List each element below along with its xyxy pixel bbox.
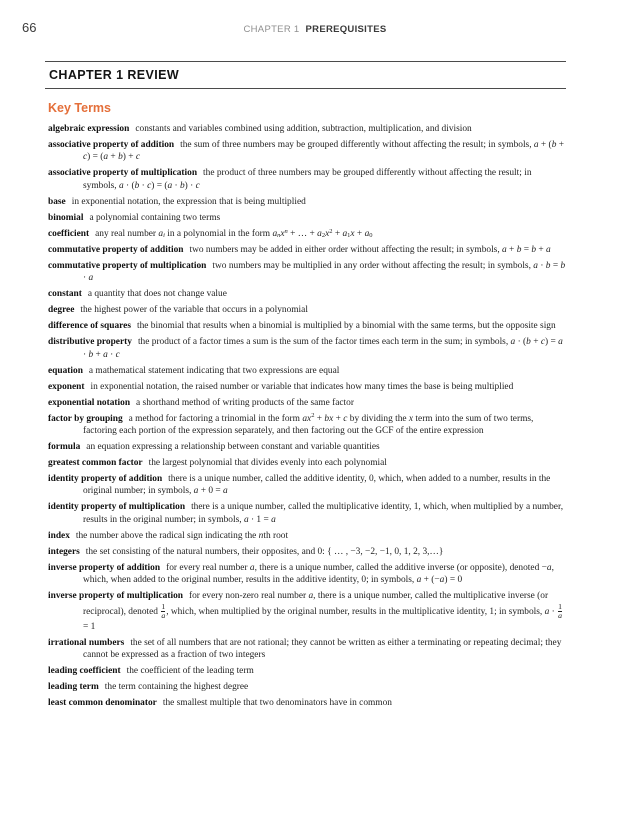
glossary-entry — [48, 473, 566, 498]
fraction: $\frac{1}{a}$ — [558, 601, 563, 621]
running-head-title: PREREQUISITES — [305, 24, 387, 35]
term-text: irrational numbers — [48, 637, 125, 648]
term-definition: constants and variables combined using addition, subtraction, multiplication, and division — [135, 124, 472, 134]
glossary-entry — [48, 546, 566, 558]
glossary-entry — [48, 304, 566, 316]
glossary-entry — [48, 139, 566, 164]
term-definition: two numbers may be multiplied in any order without affecting the result; in symbols, a · b = b · a — [83, 260, 566, 284]
term-text: leading term — [48, 682, 99, 693]
term-text: difference of squares — [48, 321, 131, 332]
term-text: inverse property of multiplication — [48, 591, 183, 602]
term-definition: a quantity that does not change value — [87, 289, 227, 300]
term-definition: the binomial that results when a binomial is multiplied by a binomial with the same terms, but the opposite sign — [136, 321, 556, 332]
glossary-entry — [48, 530, 566, 542]
glossary-entry — [48, 244, 566, 256]
term-definition: in exponential notation, the expression that is being multiplied — [71, 196, 306, 207]
glossary-entry — [48, 320, 566, 332]
glossary-entry — [48, 501, 566, 526]
term-definition: for every real number a, there is a unique number, called the additive inverse (or opposite), denoted −a, which, when added to the original number, results in the additive identity, 0; in symbols, a + (−a) = 0 — [83, 562, 554, 586]
glossary-entry — [48, 441, 566, 453]
term-definition: any real number $a_i$ in a polynomial in the form $a_nx^n$ + … + $a_2x^2 + a_1x + a_0$ — [95, 227, 373, 240]
term-text: identity property of addition — [48, 474, 163, 485]
term-text: equation — [48, 365, 83, 376]
glossary-entry — [48, 457, 566, 469]
term-text: leading coefficient — [48, 666, 121, 677]
term-text: least common denominator — [48, 698, 157, 709]
term-definition: a method for factoring a trinomial in the form $ax^2$ + bx + c by dividing the x term into the sum of two terms, factoring each portion of the expression separately, and then factoring out the GCF of the entire expression — [83, 412, 534, 437]
glossary-entry — [48, 637, 566, 662]
glossary-list — [48, 123, 566, 710]
chapter-review-title: CHAPTER 1 REVIEW — [49, 68, 180, 82]
glossary-entry — [48, 288, 566, 300]
term-definition: the largest polynomial that divides evenly into each polynomial — [148, 458, 387, 469]
term-text: binomial — [48, 212, 84, 223]
term-definition: for every non-zero real number a, there is a unique number, called the multiplicative inverse (or reciprocal), denoted $\frac{1}{a}$ , which, when multiplied by the original number, results in the multiplicative identity, 1; in symbols, a · $\frac{1}{a}$ = 1 — [83, 591, 563, 632]
term-definition: a polynomial containing two terms — [89, 212, 221, 223]
glossary-entry — [48, 260, 566, 285]
page-content — [48, 101, 566, 713]
term-text: index — [48, 530, 70, 541]
term-definition: there is a unique number, called the additive identity, 0, which, when added to a number, results in the original number; in symbols, a + 0 = a — [83, 474, 551, 497]
glossary-entry — [48, 681, 566, 693]
glossary-entry — [48, 212, 566, 224]
glossary-entry — [48, 365, 566, 377]
term-definition: the smallest multiple that two denominators have in common — [162, 698, 392, 709]
term-definition: the product of three numbers may be grouped differently without affecting the result; in symbols, a · (b · c) = (a · b) · c — [83, 168, 532, 191]
glossary-entry — [48, 397, 566, 409]
term-definition: the set consisting of the natural numbers, their opposites, and 0: { … , −3, −2, −1, 0, 1, 2, 3,…} — [85, 546, 444, 557]
term-definition: the product of a factor times a sum is the sum of the factor times each term in the sum; in symbols, a · (b + c) = a · b + a · c — [83, 337, 563, 360]
glossary-entry — [48, 665, 566, 677]
glossary-entry — [48, 167, 566, 192]
chapter-review-bar — [45, 61, 566, 89]
glossary-entry — [48, 196, 566, 208]
glossary-entry — [48, 590, 566, 633]
term-definition: a shorthand method of writing products of the same factor — [136, 397, 354, 408]
term-definition: an equation expressing a relationship between constant and variable quantities — [86, 442, 380, 453]
glossary-entry — [48, 228, 566, 240]
page-number: 66 — [22, 20, 37, 35]
glossary-entry — [48, 123, 566, 135]
term-definition: the sum of three numbers may be grouped differently without affecting the result; in symbols, a + (b + c) = (a + b) + c — [83, 140, 565, 163]
term-text: associative property of multiplication — [48, 168, 198, 179]
glossary-entry — [48, 336, 566, 361]
glossary-entry — [48, 413, 566, 438]
term-text: factor by grouping — [48, 413, 123, 424]
running-head — [0, 24, 630, 35]
term-text: commutative property of addition — [48, 244, 184, 255]
term-definition: two numbers may be added in either order without affecting the result; in symbols, a + b = b + a — [189, 244, 551, 255]
term-text: degree — [48, 305, 75, 316]
term-definition: the number above the radical sign indicating the nth root — [75, 530, 289, 541]
term-definition: in exponential notation, the raised number or variable that indicates how many times the base is being multiplied — [90, 381, 514, 392]
term-definition: the term containing the highest degree — [104, 682, 249, 693]
term-text: commutative property of multiplication — [48, 260, 207, 271]
term-text: associative property of addition — [48, 140, 175, 150]
fraction: $\frac{1}{a}$ — [161, 601, 166, 621]
term-text: formula — [48, 442, 81, 453]
term-text: identity property of multiplication — [48, 502, 186, 513]
term-definition: the coefficient of the leading term — [126, 666, 254, 677]
term-text: base — [48, 196, 66, 207]
glossary-entry — [48, 562, 566, 587]
term-text: inverse property of addition — [48, 562, 161, 573]
term-text: algebraic expression — [48, 124, 130, 134]
running-head-chapter: CHAPTER 1 — [243, 24, 300, 35]
term-text: distributive property — [48, 337, 132, 348]
term-text: coefficient — [48, 228, 90, 239]
term-definition: the set of all numbers that are not rational; they cannot be written as either a terminating or repeating decimal; they cannot be expressed as a fraction of two integers — [83, 637, 562, 661]
term-text: greatest common factor — [48, 458, 143, 469]
term-text: integers — [48, 546, 80, 557]
glossary-entry — [48, 381, 566, 393]
term-definition: the highest power of the variable that occurs in a polynomial — [80, 305, 308, 316]
term-definition: a mathematical statement indicating that two expressions are equal — [88, 365, 340, 376]
glossary-entry — [48, 697, 566, 709]
key-terms-heading: Key Terms — [48, 101, 111, 115]
term-definition: there is a unique number, called the multiplicative identity, 1, which, when multiplied by a number, results in the original number; in symbols, a · 1 = a — [83, 502, 564, 525]
term-text: exponential notation — [48, 397, 131, 408]
term-text: exponent — [48, 381, 85, 392]
term-text: constant — [48, 289, 82, 300]
